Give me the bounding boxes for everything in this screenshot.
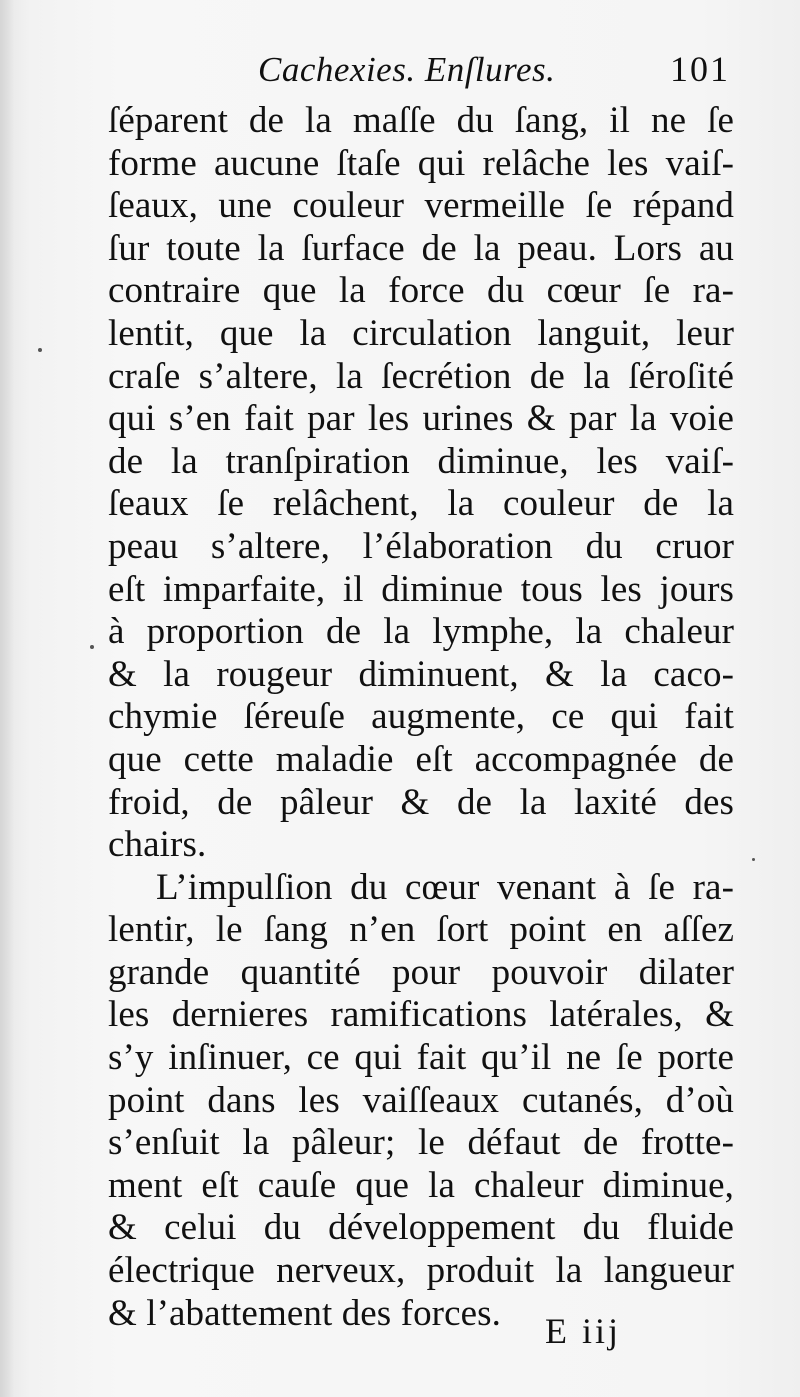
text-line: chymie ſéreuſe augmente, ce qui fait <box>108 696 734 738</box>
text-line: à proportion de la lymphe, la chaleur <box>108 611 734 653</box>
text-line: ſéparent de la maſſe du ſang, il ne ſe <box>108 100 734 141</box>
text-line: de la tranſpiration diminue, les vaiſ- <box>108 440 734 482</box>
signature-mark: E iij <box>545 1311 621 1351</box>
text-line: eſt imparfaite, il diminue tous les jours <box>108 568 734 610</box>
text-line: point dans les vaiſſeaux cutanés, d’où <box>108 1079 734 1121</box>
page-gutter-shadow <box>0 0 14 1397</box>
text-line: ſeaux ſe relâchent, la couleur de la <box>108 483 734 525</box>
text-line: ſur toute la ſurface de la peau. Lors au <box>108 227 734 269</box>
text-line: & celui du développement du fluide <box>108 1207 734 1249</box>
text-line: électrique nerveux, produit la langueur <box>108 1250 734 1292</box>
text-line: & l’abattement des forces. <box>108 1292 501 1334</box>
text-line: chairs. <box>108 824 207 866</box>
text-line: lentit, que la circulation languit, leur <box>108 312 734 354</box>
text-line: peau s’altere, l’élaboration du cruor <box>108 525 734 567</box>
text-line: les dernieres ramifications latérales, & <box>108 994 734 1036</box>
page-number: 101 <box>670 49 730 89</box>
text-line: froid, de pâleur & de la laxité des <box>108 781 734 823</box>
ink-speck <box>90 645 94 649</box>
text-line: s’y inſinuer, ce qui fait qu’il ne ſe porte <box>108 1037 734 1079</box>
paragraph-2 <box>108 867 734 1336</box>
text-line: lentir, le ſang n’en ſort point en aſſez <box>108 909 734 951</box>
text-line: L’impulſion du cœur venant à ſe ra- <box>156 866 734 908</box>
text-line: craſe s’altere, la ſecrétion de la ſéroſité <box>108 355 734 397</box>
text-line: ment eſt cauſe que la chaleur diminue, <box>108 1164 734 1206</box>
text-line: & la rougeur diminuent, & la caco- <box>108 653 734 695</box>
text-line: s’enſuit la pâleur; le défaut de frotte- <box>108 1122 734 1164</box>
body-text <box>108 100 734 1335</box>
paragraph-1 <box>108 100 734 867</box>
text-line: ſeaux, une couleur vermeille ſe répand <box>108 185 734 227</box>
text-line: forme aucune ſtaſe qui relâche les vaiſ- <box>108 142 734 184</box>
text-line: contraire que la force du cœur ſe ra- <box>108 270 734 312</box>
page-header <box>110 48 730 98</box>
text-line: grande quantité pour pouvoir dilater <box>108 951 734 993</box>
ink-speck <box>38 348 42 352</box>
text-line: qui s’en fait par les urines & par la voie <box>108 398 734 440</box>
text-line: que cette maladie eſt accompagnée de <box>108 738 734 780</box>
ink-speck <box>752 858 755 861</box>
running-title: Cachexies. Enſlures. <box>258 50 556 89</box>
